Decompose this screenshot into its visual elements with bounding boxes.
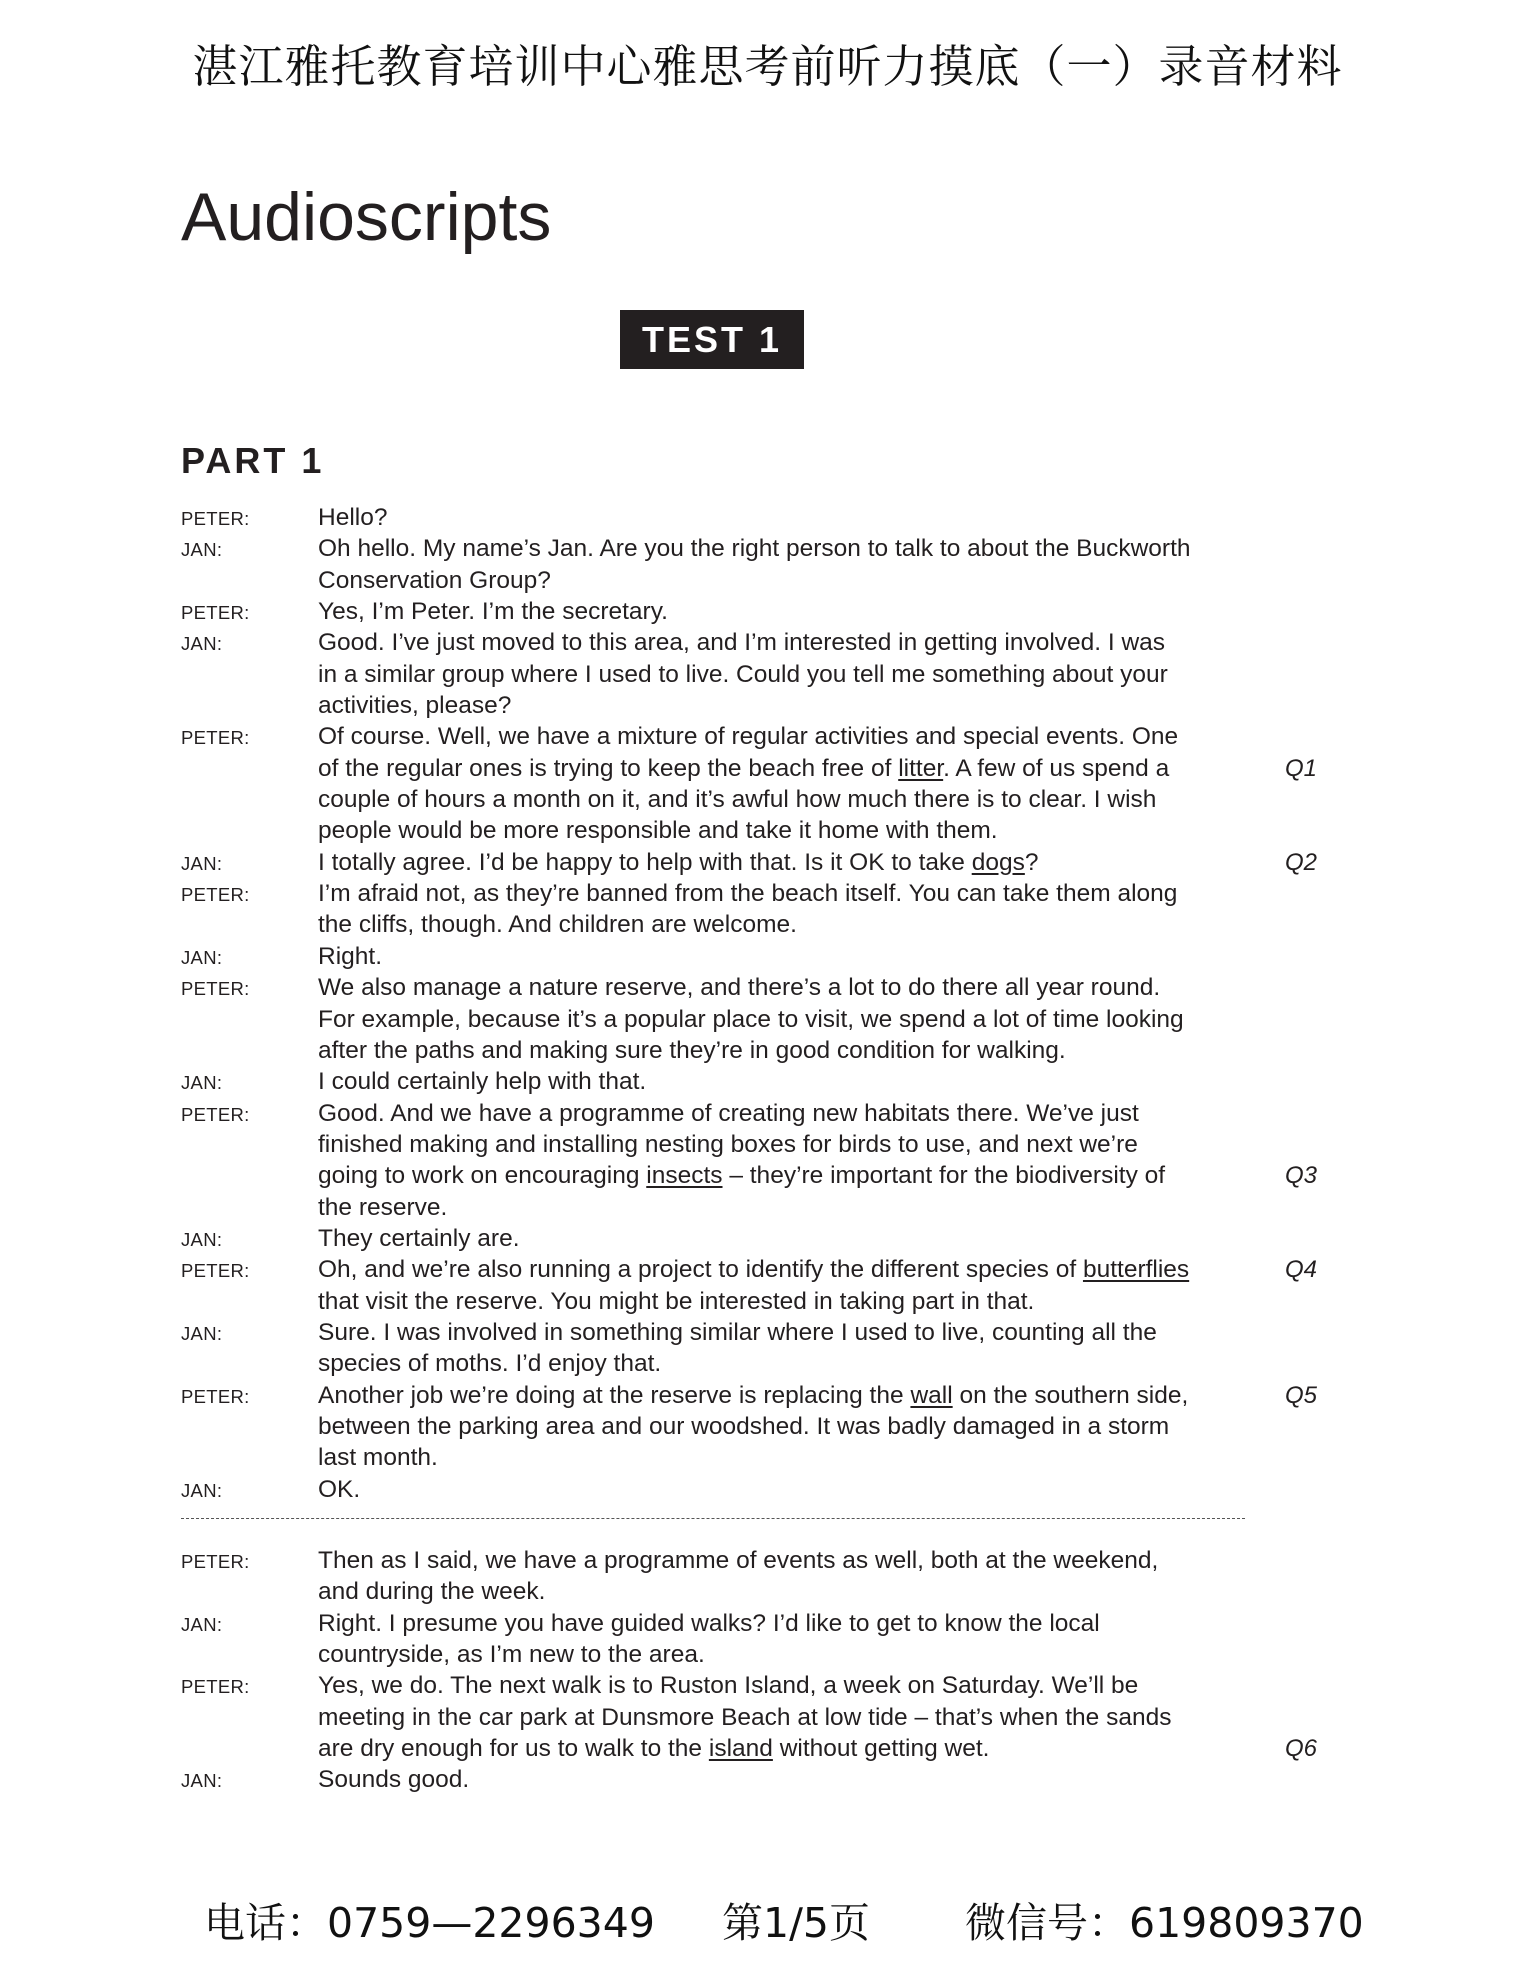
dialogue-text-after: on the southern side,: [952, 1381, 1189, 1409]
dialogue-text: I’m afraid not, as they’re banned from the beach itself. You can take them along: [318, 880, 1178, 908]
transcript-line: [181, 1160, 1331, 1191]
transcript-line: [181, 815, 1331, 846]
speaker-label: JAN:: [181, 1479, 223, 1501]
speaker-label: JAN:: [181, 1072, 223, 1094]
speaker-label: JAN:: [181, 946, 223, 968]
footer-page-number: 第1/5页: [722, 1899, 870, 1947]
transcript-line: [181, 1639, 1331, 1670]
dialogue-text: Sounds good.: [318, 1766, 470, 1794]
question-marker: Q2: [1285, 848, 1318, 876]
speaker-label: PETER:: [181, 1103, 250, 1125]
test-badge: TEST 1: [620, 310, 804, 369]
dialogue-text-after: . A few of us spend a: [943, 754, 1170, 782]
dialogue-text-after: – they’re important for the biodiversity of: [722, 1162, 1166, 1190]
question-marker: Q5: [1285, 1381, 1318, 1409]
transcript-line: [181, 502, 1331, 533]
transcript-line: [181, 1576, 1331, 1607]
transcript-line: [181, 721, 1331, 752]
transcript-line: [181, 1380, 1331, 1411]
dialogue-text: They certainly are.: [318, 1224, 520, 1252]
answer-word: island: [708, 1735, 773, 1763]
transcript-line: [181, 596, 1331, 627]
transcript-line: [181, 1702, 1331, 1733]
dialogue-text: after the paths and making sure they’re in good condition for walking.: [318, 1036, 1066, 1064]
speaker-label: PETER:: [181, 1551, 250, 1572]
transcript-line: [181, 784, 1331, 815]
transcript-line: [181, 1764, 1331, 1795]
dialogue-text: people would be more responsible and take it home with them.: [318, 817, 998, 845]
speaker-label: PETER:: [181, 978, 250, 1000]
transcript-line: [181, 1608, 1331, 1639]
dialogue-text: I could certainly help with that.: [318, 1068, 647, 1096]
question-marker: Q6: [1285, 1735, 1318, 1763]
dialogue-text-before: are dry enough for us to walk to the: [318, 1735, 709, 1763]
speaker-label: PETER:: [181, 602, 250, 624]
dialogue-text: activities, please?: [318, 692, 512, 720]
transcript-line: [181, 1192, 1331, 1223]
transcript-line: [181, 565, 1331, 596]
dialogue-text: Right.: [318, 942, 383, 970]
dialogue-text-before: Oh, and we’re also running a project to identify the different species of: [318, 1256, 1083, 1284]
dialogue-text: OK.: [318, 1475, 361, 1503]
answer-word: wall: [910, 1381, 953, 1409]
transcript-line: [181, 1098, 1331, 1129]
question-marker: Q1: [1285, 754, 1318, 782]
part-title: PART 1: [181, 440, 325, 481]
speaker-label: PETER:: [181, 1385, 250, 1407]
dialogue-text: between the parking area and our woodshed. It was badly damaged in a storm: [318, 1412, 1170, 1440]
transcript-line: [181, 690, 1331, 721]
transcript-line: [181, 1004, 1331, 1035]
dialogue-text: species of moths. I’d enjoy that.: [318, 1350, 662, 1378]
dialogue-text-before: of the regular ones is trying to keep the beach free of: [318, 754, 899, 782]
footer-wechat: 微信号：619809370: [965, 1899, 1364, 1947]
speaker-label: PETER:: [181, 884, 250, 906]
speaker-label: PETER:: [181, 508, 250, 529]
transcript-line: [181, 1129, 1331, 1160]
dialogue-text: We also manage a nature reserve, and there’s a lot to do there all year round.: [318, 974, 1161, 1002]
transcript-line: [181, 1035, 1331, 1066]
transcript-line: [181, 878, 1331, 909]
transcript-line: [181, 1442, 1331, 1473]
section-divider: [181, 1518, 1245, 1519]
dialogue-text: and during the week.: [318, 1578, 546, 1606]
dialogue-text-after: ?: [1024, 848, 1039, 876]
question-marker: Q3: [1285, 1162, 1318, 1190]
dialogue-text: last month.: [318, 1444, 438, 1472]
transcript-line: [181, 627, 1331, 658]
transcript-line: [181, 1733, 1331, 1764]
transcript-line: [181, 1223, 1331, 1254]
dialogue-text-before: I totally agree. I’d be happy to help with that. Is it OK to take: [318, 848, 972, 876]
speaker-label: JAN:: [181, 539, 223, 561]
dialogue-text: [318, 1160, 1165, 1191]
transcript-line: [181, 847, 1331, 878]
section-title: Audioscripts: [181, 179, 552, 255]
dialogue-text: [318, 847, 1038, 878]
transcript-line: [181, 753, 1331, 784]
transcript-line: [181, 1348, 1331, 1379]
transcript-line: [181, 1411, 1331, 1442]
dialogue-text: Right. I presume you have guided walks? I’d like to get to know the local: [318, 1609, 1100, 1637]
page-header-title: 湛江雅托教育培训中心雅思考前听力摸底（一）录音材料: [192, 40, 1343, 93]
dialogue-text: Yes, we do. The next walk is to Ruston Island, a week on Saturday. We’ll be: [318, 1672, 1139, 1700]
transcript-line: [181, 533, 1331, 564]
transcript-line: [181, 909, 1331, 940]
dialogue-text: couple of hours a month on it, and it’s awful how much there is to clear. I wish: [318, 786, 1157, 814]
dialogue-text: Good. I’ve just moved to this area, and I’m interested in getting involved. I was: [318, 629, 1166, 657]
transcript-line: [181, 1286, 1331, 1317]
dialogue-text: Oh hello. My name’s Jan. Are you the right person to talk to about the Buckworth: [318, 535, 1191, 563]
transcript-line: [181, 1670, 1331, 1701]
transcript-line: [181, 972, 1331, 1003]
answer-word: dogs: [971, 848, 1025, 876]
transcript-line: [181, 659, 1331, 690]
answer-word: butterflies: [1082, 1256, 1190, 1284]
transcript-line: [181, 941, 1331, 972]
dialogue-text: [318, 1380, 1188, 1411]
speaker-label: JAN:: [181, 1228, 223, 1250]
answer-word: insects: [646, 1162, 723, 1190]
transcript-line: [181, 1545, 1331, 1576]
dialogue-text: For example, because it’s a popular place to visit, we spend a lot of time looking: [318, 1005, 1184, 1033]
dialogue-text: the reserve.: [318, 1193, 448, 1221]
dialogue-text: Conservation Group?: [318, 566, 551, 594]
dialogue-text-before: Another job we’re doing at the reserve is replacing the: [318, 1381, 911, 1409]
dialogue-text: countryside, as I’m new to the area.: [318, 1641, 705, 1669]
dialogue-text: finished making and installing nesting boxes for birds to use, and next we’re: [318, 1130, 1138, 1158]
speaker-label: JAN:: [181, 1770, 223, 1792]
dialogue-text: in a similar group where I used to live. Could you tell me something about your: [318, 660, 1168, 688]
dialogue-text: [318, 1733, 989, 1764]
transcript-block-1: [181, 502, 1331, 1505]
question-marker: Q4: [1285, 1256, 1318, 1284]
footer-phone: 电话：0759—2296349: [204, 1899, 655, 1947]
speaker-label: JAN:: [181, 1613, 223, 1635]
dialogue-text: Of course. Well, we have a mixture of regular activities and special events. One: [318, 723, 1179, 751]
transcript-line: [181, 1317, 1331, 1348]
dialogue-text-after: without getting wet.: [772, 1735, 990, 1763]
transcript-block-2: [181, 1545, 1331, 1796]
dialogue-text: Sure. I was involved in something similar where I used to live, counting all the: [318, 1318, 1157, 1346]
dialogue-text: Then as I said, we have a programme of events as well, both at the weekend,: [318, 1547, 1159, 1574]
dialogue-text: Good. And we have a programme of creating new habitats there. We’ve just: [318, 1099, 1139, 1127]
dialogue-text: [318, 1254, 1189, 1285]
speaker-label: JAN:: [181, 1322, 223, 1344]
dialogue-text: the cliffs, though. And children are welcome.: [318, 911, 797, 939]
dialogue-text: [318, 753, 1169, 784]
transcript-line: [181, 1474, 1331, 1505]
speaker-label: JAN:: [181, 633, 223, 655]
speaker-label: JAN:: [181, 852, 223, 874]
speaker-label: PETER:: [181, 727, 250, 749]
dialogue-text: meeting in the car park at Dunsmore Beach at low tide – that’s when the sands: [318, 1703, 1172, 1731]
dialogue-text: Hello?: [318, 504, 388, 531]
dialogue-text-before: going to work on encouraging: [318, 1162, 647, 1190]
speaker-label: PETER:: [181, 1260, 250, 1282]
dialogue-text: Yes, I’m Peter. I’m the secretary.: [318, 598, 668, 626]
answer-word: litter: [898, 754, 944, 782]
transcript-line: [181, 1254, 1331, 1285]
transcript-line: [181, 1066, 1331, 1097]
dialogue-text: that visit the reserve. You might be interested in taking part in that.: [318, 1287, 1035, 1315]
speaker-label: PETER:: [181, 1676, 250, 1698]
